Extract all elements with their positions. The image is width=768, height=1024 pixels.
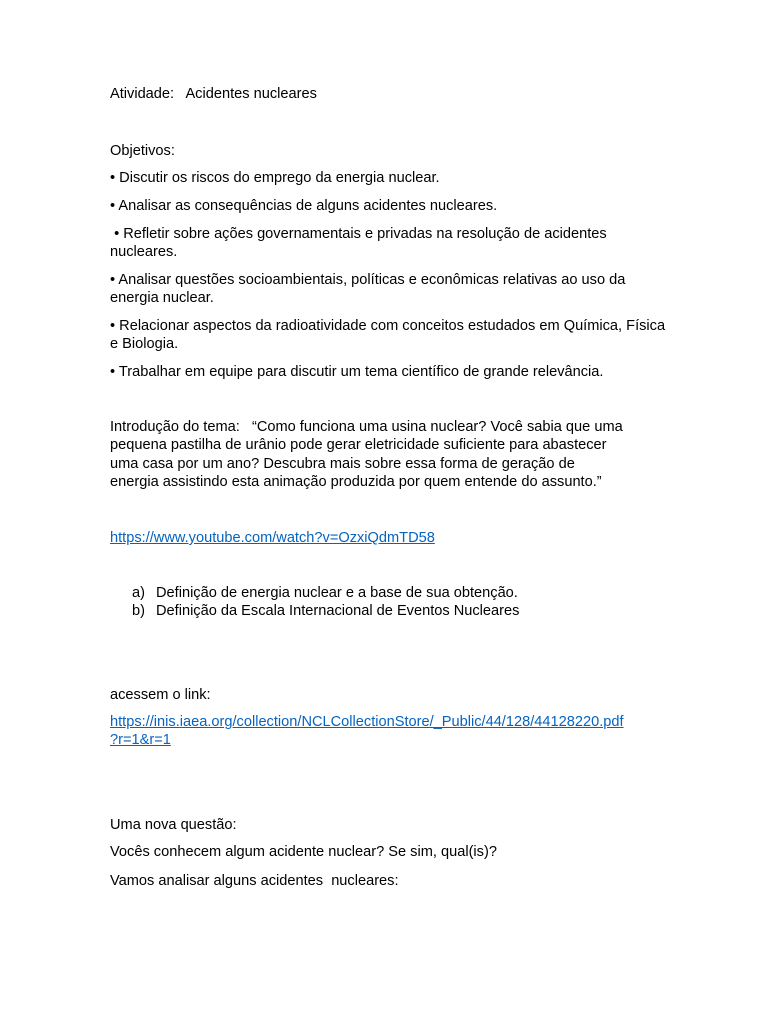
activity-label: Atividade: [110, 86, 175, 102]
activity-title [110, 85, 670, 103]
iaea-link-paragraph [110, 713, 710, 750]
closing-text: Vamos analisar alguns acidentes nucleares: [110, 873, 399, 889]
iaea-link-line-2: ?r=1&r=1 [110, 732, 171, 749]
activity-topic: Acidentes nucleares [185, 86, 317, 102]
intro-line-4: energia assistindo esta animação produzida por quem entende do assunto.” [110, 473, 602, 490]
question-heading: Uma nova questão: [110, 817, 237, 833]
access-label: acessem o link: [110, 687, 211, 703]
task-item-a [132, 584, 652, 602]
intro-line-1: Introdução do tema: “Como funciona uma usina nuclear? Você sabia que uma [110, 419, 623, 435]
task-marker-a: a) [132, 585, 145, 601]
task-text-a: Definição de energia nuclear e a base de sua obtenção. [156, 585, 518, 601]
task-item-b [132, 602, 652, 620]
intro-paragraph [110, 418, 690, 491]
objective-item-6: • Trabalhar em equipe para discutir um tema científico de grande relevância. [110, 364, 604, 380]
iaea-link-line-1: https://inis.iaea.org/collection/NCLCollectionStore/_Public/44/128/44128220.pdf [110, 714, 624, 730]
question-text: Vocês conhecem algum acidente nuclear? Se sim, qual(is)? [110, 844, 497, 860]
iaea-document-link[interactable] [110, 713, 710, 750]
youtube-video-link[interactable]: https://www.youtube.com/watch?v=OzxiQdmTD58 [110, 530, 435, 546]
intro-line-3: uma casa por um ano? Descubra mais sobre essa forma de geração de [110, 455, 575, 472]
objective-item-4: • Analisar questões socioambientais, políticas e econômicas relativas ao uso da energia nuclear. [110, 272, 630, 307]
video-link-paragraph [110, 529, 670, 547]
objective-item-2: • Analisar as consequências de alguns acidentes nucleares. [110, 198, 498, 214]
task-marker-b: b) [132, 603, 145, 619]
objective-item-5: • Relacionar aspectos da radioatividade com conceitos estudados em Química, Física e Biologia. [110, 318, 670, 353]
intro-line-2: pequena pastilha de urânio pode gerar eletricidade suficiente para abastecer [110, 437, 607, 454]
objectives-heading: Objetivos: [110, 143, 175, 159]
objective-item-1: • Discutir os riscos do emprego da energia nuclear. [110, 170, 440, 186]
task-text-b: Definição da Escala Internacional de Eventos Nucleares [156, 603, 520, 619]
objective-item-3: • Refletir sobre ações governamentais e privadas na resolução de acidentes nucleares. [110, 226, 611, 261]
